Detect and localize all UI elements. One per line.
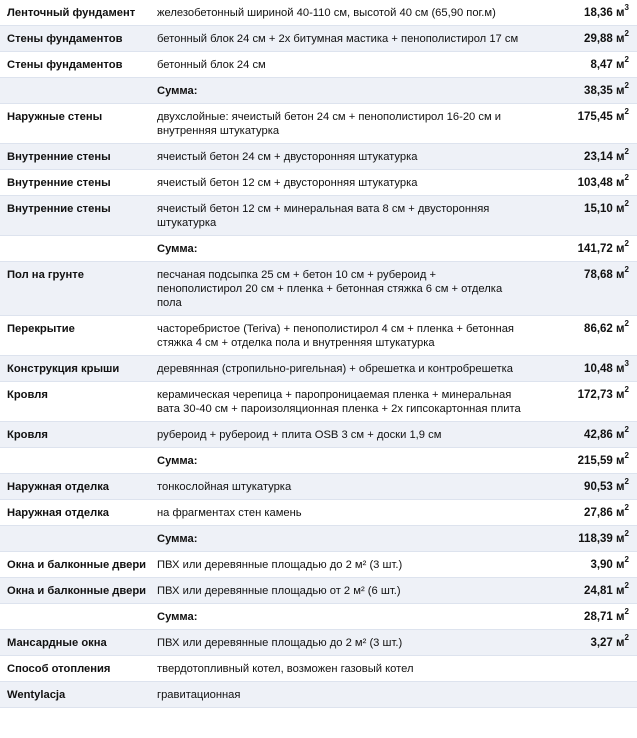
quantity-unit: м [616, 151, 625, 163]
quantity-value [527, 656, 637, 682]
quantity-value [527, 262, 637, 316]
quantity-value [527, 170, 637, 196]
element-description: ячеистый бетон 12 см + двусторонняя штукатурка [153, 170, 527, 196]
quantity-value [527, 196, 637, 236]
table-row [0, 170, 637, 196]
table-row [0, 474, 637, 500]
unit-exponent: 2 [624, 451, 629, 461]
quantity-unit: м [616, 203, 625, 215]
quantity-number: 103,48 [577, 177, 613, 189]
table-row [0, 682, 637, 708]
quantity-number: 38,35 [584, 85, 613, 97]
quantity-number: 29,88 [584, 33, 613, 45]
unit-exponent: 2 [624, 385, 629, 395]
sum-row [0, 604, 637, 630]
quantity-value [527, 578, 637, 604]
quantity-value [527, 500, 637, 526]
quantity-unit: м [616, 481, 625, 493]
table-row [0, 144, 637, 170]
table-row [0, 262, 637, 316]
element-name: Пол на грунте [0, 262, 153, 316]
quantity-value [527, 604, 637, 630]
element-name: Внутренние стены [0, 144, 153, 170]
quantity-unit: м [616, 243, 625, 255]
element-name: Окна и балконные двери [0, 578, 153, 604]
table-row [0, 552, 637, 578]
sum-label: Сумма: [153, 236, 527, 262]
table-row [0, 382, 637, 422]
quantity-value [527, 630, 637, 656]
sum-label: Сумма: [153, 604, 527, 630]
quantity-value [527, 422, 637, 448]
quantity-number: 78,68 [584, 269, 613, 281]
table-row [0, 26, 637, 52]
quantity-unit: м [616, 177, 625, 189]
quantity-unit: м [616, 559, 625, 571]
element-description: тонкослойная штукатурка [153, 474, 527, 500]
quantity-unit: м [616, 33, 625, 45]
quantity-value [527, 78, 637, 104]
element-description: двухслойные: ячеистый бетон 24 см + пенополистирол 16-20 см и внутренняя штукатурка [153, 104, 527, 144]
quantity-number: 175,45 [577, 111, 613, 123]
quantity-number: 18,36 [584, 7, 613, 19]
element-name: Наружная отделка [0, 500, 153, 526]
quantity-value [527, 552, 637, 578]
unit-exponent: 2 [624, 555, 629, 565]
element-description: часторебристое (Teriva) + пенополистирол 4 см + пленка + бетонная стяжка 4 см + отделка пола и внутренняя штукатурка [153, 316, 527, 356]
unit-exponent: 3 [624, 359, 629, 369]
element-description: песчаная подсыпка 25 см + бетон 10 см + рубероид + пенополистирол 20 см + пленка + бетонная стяжка 6 см + отделка пола [153, 262, 527, 316]
quantity-number: 3,90 [590, 559, 613, 571]
quantity-unit: м [616, 363, 625, 375]
quantity-unit: м [616, 637, 625, 649]
element-description: ячеистый бетон 24 см + двусторонняя штукатурка [153, 144, 527, 170]
unit-exponent: 2 [624, 607, 629, 617]
element-name: Окна и балконные двери [0, 552, 153, 578]
element-name: Наружная отделка [0, 474, 153, 500]
quantity-unit: м [616, 429, 625, 441]
quantity-unit: м [616, 59, 625, 71]
sum-label: Сумма: [153, 78, 527, 104]
quantity-number: 42,86 [584, 429, 613, 441]
element-name: Способ отопления [0, 656, 153, 682]
quantity-number: 27,86 [584, 507, 613, 519]
element-name: Мансардные окна [0, 630, 153, 656]
table-row [0, 0, 637, 26]
unit-exponent: 2 [624, 55, 629, 65]
element-name [0, 604, 153, 630]
quantity-value [527, 104, 637, 144]
quantity-number: 28,71 [584, 611, 613, 623]
element-name [0, 526, 153, 552]
quantity-unit: м [616, 611, 625, 623]
quantity-number: 10,48 [584, 363, 613, 375]
element-name [0, 236, 153, 262]
quantity-unit: м [616, 85, 625, 97]
unit-exponent: 2 [624, 29, 629, 39]
unit-exponent: 2 [624, 503, 629, 513]
table-row [0, 630, 637, 656]
quantity-unit: м [616, 533, 625, 545]
element-name: Внутренние стены [0, 196, 153, 236]
quantity-value [527, 144, 637, 170]
element-description: деревянная (стропильно-ригельная) + обрешетка и контробрешетка [153, 356, 527, 382]
element-description: бетонный блок 24 см + 2х битумная мастика + пенополистирол 17 см [153, 26, 527, 52]
quantity-number: 118,39 [578, 533, 613, 545]
quantity-number: 215,59 [577, 455, 613, 467]
quantity-unit: м [616, 111, 625, 123]
element-description: ПВХ или деревянные площадью до 2 м² (3 шт.) [153, 630, 527, 656]
table-row [0, 104, 637, 144]
quantity-number: 8,47 [590, 59, 613, 71]
table-row [0, 500, 637, 526]
sum-row [0, 78, 637, 104]
table-row [0, 196, 637, 236]
quantity-unit: м [616, 269, 625, 281]
element-name: Внутренние стены [0, 170, 153, 196]
table-row [0, 356, 637, 382]
unit-exponent: 2 [624, 173, 629, 183]
element-description: на фрагментах стен камень [153, 500, 527, 526]
quantity-unit: м [616, 7, 625, 19]
table-row [0, 578, 637, 604]
element-name: Стены фундаментов [0, 26, 153, 52]
quantity-number: 15,10 [584, 203, 613, 215]
element-description: железобетонный шириной 40-110 см, высотой 40 см (65,90 пог.м) [153, 0, 527, 26]
element-description: рубероид + рубероид + плита OSB 3 см + доски 1,9 см [153, 422, 527, 448]
sum-label: Сумма: [153, 448, 527, 474]
element-description: ячеистый бетон 12 см + минеральная вата 8 см + двусторонняя штукатурка [153, 196, 527, 236]
quantity-number: 90,53 [584, 481, 613, 493]
quantity-value [527, 526, 637, 552]
quantity-unit: м [616, 507, 625, 519]
sum-label: Сумма: [153, 526, 527, 552]
quantity-number: 3,27 [590, 637, 613, 649]
quantity-unit: м [616, 389, 625, 401]
unit-exponent: 2 [624, 265, 629, 275]
unit-exponent: 2 [624, 319, 629, 329]
sum-row [0, 448, 637, 474]
table-row [0, 316, 637, 356]
quantity-value [527, 474, 637, 500]
quantity-number: 86,62 [584, 323, 613, 335]
quantity-value [527, 356, 637, 382]
sum-row [0, 526, 637, 552]
element-name: Wentylacja [0, 682, 153, 708]
element-description: ПВХ или деревянные площадью от 2 м² (6 шт.) [153, 578, 527, 604]
sum-row [0, 236, 637, 262]
quantity-value [527, 682, 637, 708]
unit-exponent: 2 [624, 425, 629, 435]
quantity-unit: м [616, 585, 625, 597]
quantity-value [527, 316, 637, 356]
element-name [0, 448, 153, 474]
unit-exponent: 2 [624, 147, 629, 157]
quantity-value [527, 448, 637, 474]
quantity-value [527, 382, 637, 422]
unit-exponent: 2 [624, 633, 629, 643]
table-row [0, 656, 637, 682]
unit-exponent: 2 [624, 199, 629, 209]
unit-exponent: 2 [624, 477, 629, 487]
quantity-value [527, 26, 637, 52]
element-name: Кровля [0, 422, 153, 448]
element-name [0, 78, 153, 104]
quantity-number: 23,14 [584, 151, 613, 163]
quantity-value [527, 0, 637, 26]
element-name: Кровля [0, 382, 153, 422]
element-name: Ленточный фундамент [0, 0, 153, 26]
quantity-value [527, 52, 637, 78]
element-description: ПВХ или деревянные площадью до 2 м² (3 шт.) [153, 552, 527, 578]
element-name: Наружные стены [0, 104, 153, 144]
quantity-unit: м [616, 455, 625, 467]
element-description: бетонный блок 24 см [153, 52, 527, 78]
element-description: керамическая черепица + паропроницаемая пленка + минеральная вата 30-40 см + пароизоляционная пленка + 2х гипсокартонная плита [153, 382, 527, 422]
element-name: Перекрытие [0, 316, 153, 356]
element-name: Конструкция крыши [0, 356, 153, 382]
unit-exponent: 2 [624, 581, 629, 591]
element-description: твердотопливный котел, возможен газовый котел [153, 656, 527, 682]
quantity-number: 172,73 [577, 389, 613, 401]
unit-exponent: 3 [624, 3, 629, 13]
unit-exponent: 2 [624, 107, 629, 117]
table-row [0, 52, 637, 78]
element-description: гравитационная [153, 682, 527, 708]
unit-exponent: 2 [624, 239, 629, 249]
unit-exponent: 2 [624, 529, 629, 539]
element-name: Стены фундаментов [0, 52, 153, 78]
quantity-number: 24,81 [584, 585, 613, 597]
quantity-number: 141,72 [577, 243, 613, 255]
unit-exponent: 2 [624, 81, 629, 91]
quantity-unit: м [616, 323, 625, 335]
quantity-value [527, 236, 637, 262]
table-row [0, 422, 637, 448]
